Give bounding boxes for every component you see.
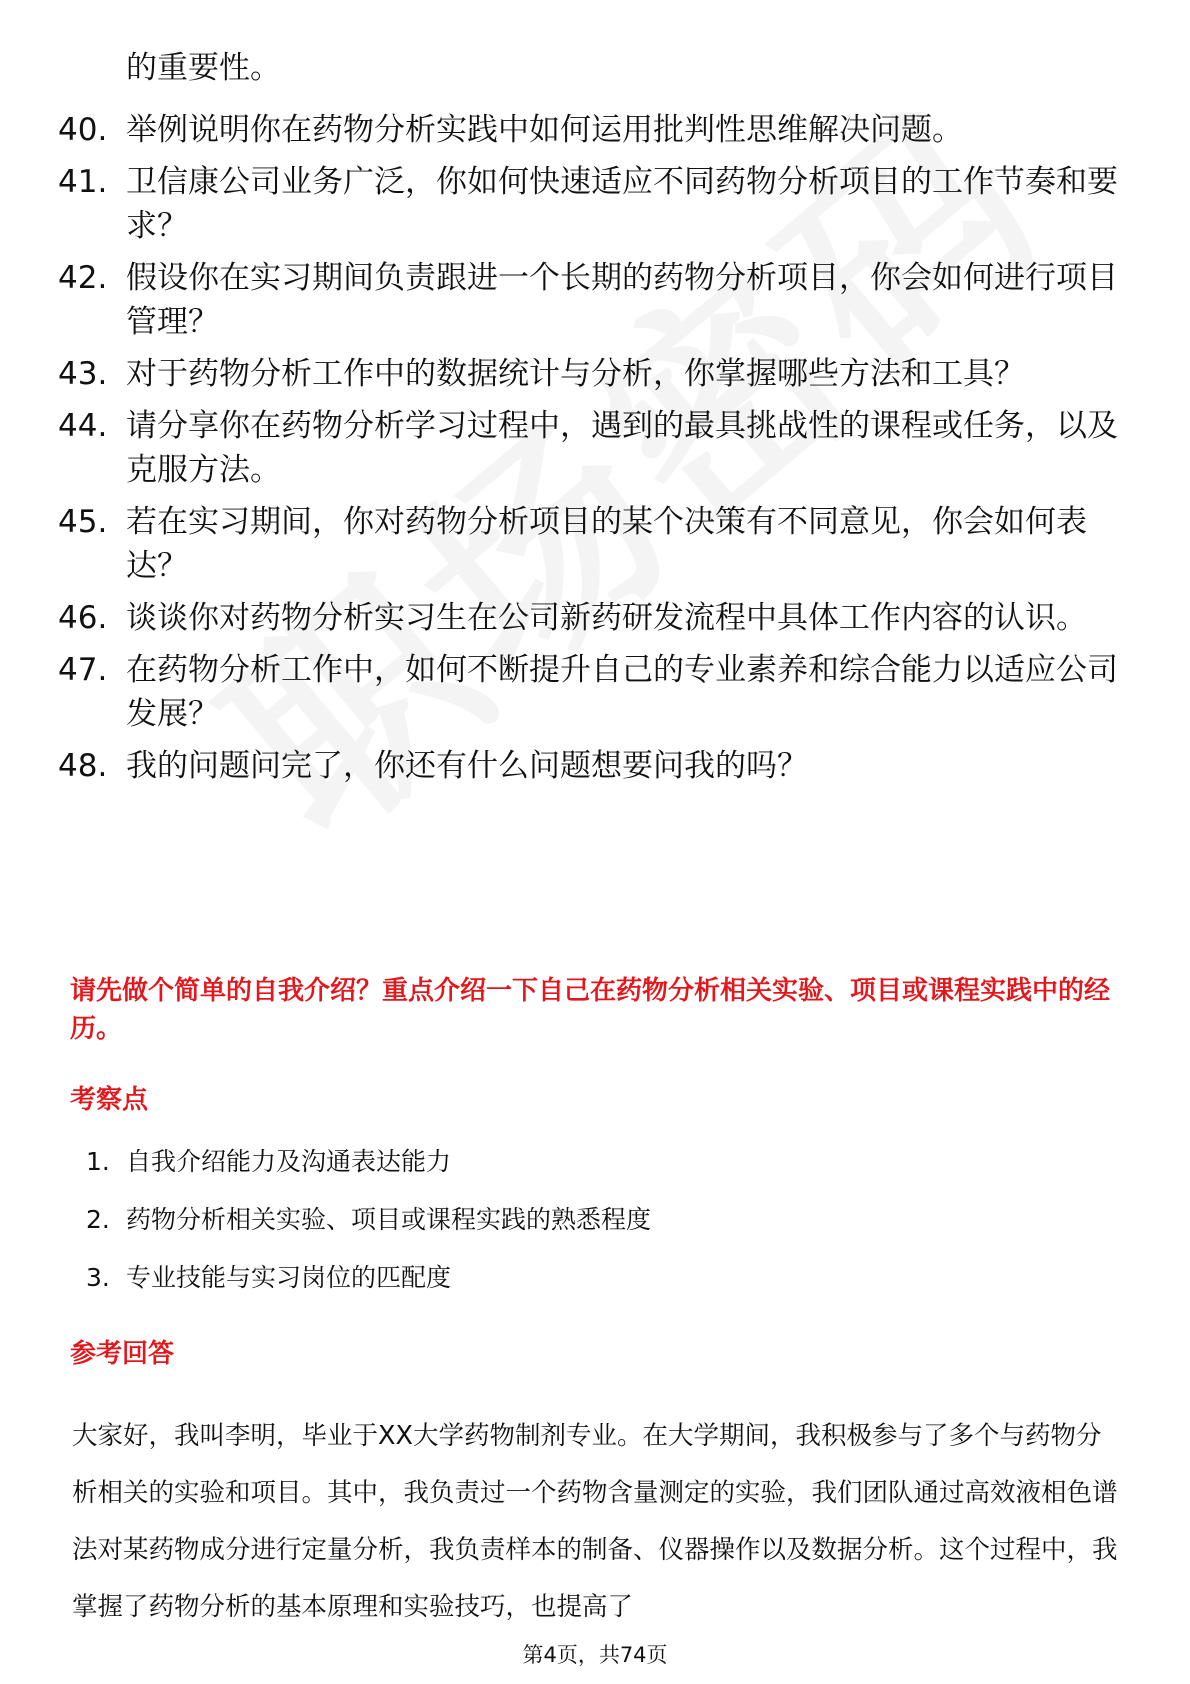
- assessment-text: 专业技能与实习岗位的匹配度: [126, 1263, 452, 1292]
- assessment-number: 1.: [86, 1147, 110, 1176]
- assessment-item: [86, 1144, 651, 1180]
- question-number: 48.: [58, 748, 108, 784]
- assessment-text: 自我介绍能力及沟通表达能力: [126, 1147, 452, 1176]
- assessment-heading: 考察点: [70, 1085, 149, 1115]
- question-item: [58, 108, 1128, 152]
- question-item: [58, 404, 1128, 492]
- question-number: 43.: [58, 356, 108, 392]
- question-list: [58, 108, 1128, 796]
- question-text: 若在实习期间，你对药物分析项目的某个决策有不同意见，你会如何表达？: [126, 504, 1087, 584]
- continuation-text: 的重要性。: [126, 50, 281, 86]
- assessment-number: 3.: [86, 1263, 110, 1292]
- question-item: [58, 256, 1128, 344]
- question-item: [58, 596, 1128, 640]
- question-item: [58, 500, 1128, 588]
- question-text: 卫信康公司业务广泛，你如何快速适应不同药物分析项目的工作节奏和要求？: [126, 164, 1118, 244]
- question-number: 41.: [58, 164, 108, 200]
- assessment-text: 药物分析相关实验、项目或课程实践的熟悉程度: [126, 1205, 652, 1234]
- assessment-list: [86, 1144, 651, 1318]
- assessment-item: [86, 1202, 651, 1238]
- question-text: 对于药物分析工作中的数据统计与分析，你掌握哪些方法和工具？: [126, 356, 1025, 392]
- page-footer: 第4页，共74页: [522, 1643, 668, 1667]
- featured-question: 请先做个简单的自我介绍？重点介绍一下自己在药物分析相关实验、项目或课程实践中的经历。: [70, 976, 1111, 1044]
- answer-paragraph: 大家好，我叫李明，毕业于XX大学药物制剂专业。在大学期间，我积极参与了多个与药物分析相关的实验和项目。其中，我负责过一个药物含量测定的实验，我们团队通过高效液相色谱法对某药物成分进行定量分析，我负责样本的制备、仪器操作以及数据分析。这个过程中，我掌握了药物分析的基本原理和实验技巧，也提高了: [72, 1421, 1118, 1622]
- question-item: [58, 352, 1128, 396]
- question-text: 我的问题问完了，你还有什么问题想要问我的吗？: [126, 748, 808, 784]
- question-number: 44.: [58, 408, 108, 444]
- question-number: 47.: [58, 652, 108, 688]
- assessment-item: [86, 1260, 651, 1296]
- question-item: [58, 744, 1128, 788]
- question-text: 在药物分析工作中，如何不断提升自己的专业素养和综合能力以适应公司发展？: [126, 652, 1118, 732]
- question-number: 42.: [58, 260, 108, 296]
- answer-heading: 参考回答: [70, 1339, 175, 1369]
- assessment-number: 2.: [86, 1205, 110, 1234]
- question-item: [58, 160, 1128, 248]
- question-item: [58, 648, 1128, 736]
- question-text: 请分享你在药物分析学习过程中，遇到的最具挑战性的课程或任务，以及克服方法。: [126, 408, 1118, 488]
- question-text: 谈谈你对药物分析实习生在公司新药研发流程中具体工作内容的认识。: [126, 600, 1087, 636]
- question-text: 举例说明你在药物分析实践中如何运用批判性思维解决问题。: [126, 112, 963, 148]
- question-text: 假设你在实习期间负责跟进一个长期的药物分析项目，你会如何进行项目管理？: [126, 260, 1118, 340]
- question-number: 40.: [58, 112, 108, 148]
- question-number: 46.: [58, 600, 108, 636]
- question-number: 45.: [58, 504, 108, 540]
